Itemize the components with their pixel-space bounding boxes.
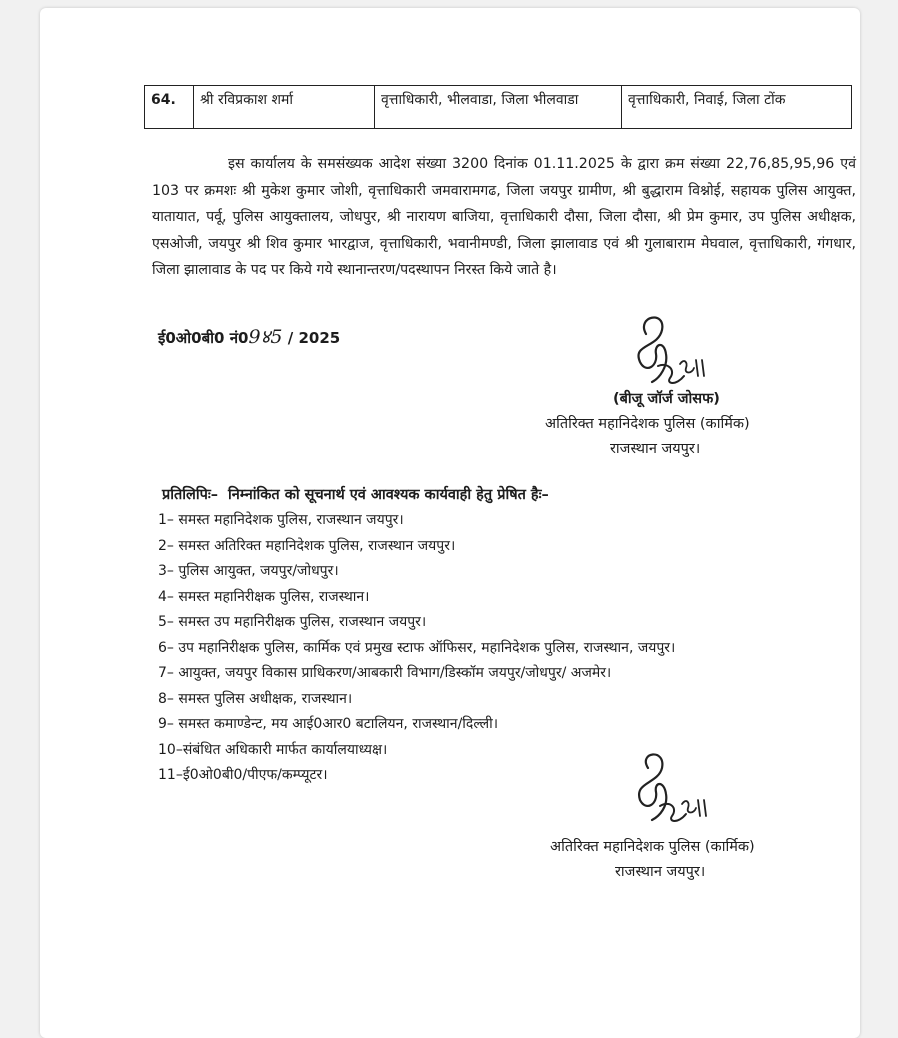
list-item: 11–ई0ओ0बी0/पीएफ/कम्प्यूटर।: [158, 767, 328, 783]
signatory-designation: अतिरिक्त महानिदेशक पुलिस (कार्मिक): [545, 416, 750, 432]
footer-place: राजस्थान जयपुर।: [615, 864, 706, 880]
list-item: 10–संबंधित अधिकारी मार्फत कार्यालयाध्यक्ष।: [158, 741, 388, 758]
list-item: 1– समस्त महानिदेशक पुलिस, राजस्थान जयपुर।: [158, 512, 404, 528]
order-number-handwritten: 9४5: [248, 326, 283, 348]
copy-to-text: निम्नांकित को सूचनार्थ एवं आवश्यक कार्यवाही हेतु प्रेषित हैः–: [228, 487, 549, 503]
document-page: [40, 8, 860, 1038]
order-number-prefix: ई0ओ0बी0 नं0: [158, 329, 249, 347]
signatory-place: राजस्थान जयपुर।: [610, 441, 701, 457]
order-body-paragraph: इस कार्यालय के समसंख्यक आदेश संख्या 3200 दिनांक 01.11.2025 के द्वारा क्रम संख्या 22,76,85,95,96 एवं 103 पर क्रमशः श्री मुकेश कुमार जोशी, वृत्ताधिकारी जमवारामगढ, जिला जयपुर ग्रामीण, श्री बुद्धाराम विश्नोई, सहायक पुलिस आयुक्त, यातायात, पर्वू, पुलिस आयुक्तालय, जोधपुर, श्री नारायण बाजिया, वृत्ताधिकारी दौसा, जिला दौसा, श्री प्रेम कुमार, उप पुलिस अधीक्षक, एसओजी, जयपुर श्री शिव कुमार भारद्वाज, वृत्ताधिकारी, भवानीमण्डी, जिला झालावाड एवं श्री गुलाबाराम मेघवाल, वृत्ताधिकारी, गंगधार, जिला झालावाड के पद पर किये गये स्थानान्तरण/पदस्थापन निरस्त किये जाते है।: [152, 156, 856, 278]
signature-image: [618, 304, 728, 394]
current-post-cell: वृत्ताधिकारी, भीलवाडा, जिला भीलवाडा: [375, 86, 622, 129]
order-number-suffix: / 2025: [282, 329, 341, 347]
new-post-cell: वृत्ताधिकारी, निवाई, जिला टोंक: [622, 86, 852, 129]
officer-name-cell: श्री रविप्रकाश शर्मा: [194, 86, 375, 129]
list-item: 4– समस्त महानिरीक्षक पुलिस, राजस्थान।: [158, 588, 370, 605]
order-number: [158, 323, 340, 349]
list-item: 5– समस्त उप महानिरीक्षक पुलिस, राजस्थान जयपुर।: [158, 614, 427, 630]
copy-to-list: [158, 508, 675, 789]
copy-to-heading: [162, 484, 549, 504]
list-item: 2– समस्त अतिरिक्त महानिदेशक पुलिस, राजस्थान जयपुर।: [158, 537, 456, 554]
serial-number-cell: 64.: [145, 86, 194, 129]
signatory-name: (बीजू जॉर्ज जोसफ): [613, 391, 720, 407]
table-row: [145, 86, 852, 129]
list-item: 9– समस्त कमाण्डेन्ट, मय आई0आर0 बटालियन, राजस्थान/दिल्ली।: [158, 716, 499, 732]
list-item: 7– आयुक्त, जयपुर विकास प्राधिकरण/आबकारी विभाग/डिस्कॉम जयपुर/जोधपुर/ अजमेर।: [158, 665, 612, 681]
copy-to-lead: प्रतिलिपिः–: [162, 487, 219, 503]
footer-designation: अतिरिक्त महानिदेशक पुलिस (कार्मिक): [550, 839, 755, 855]
list-item: 6– उप महानिरीक्षक पुलिस, कार्मिक एवं प्रमुख स्टाफ ऑफिसर, महानिदेशक पुलिस, राजस्थान, जयपुर।: [158, 639, 676, 656]
list-item: 8– समस्त पुलिस अधीक्षक, राजस्थान।: [158, 690, 353, 707]
footer-signature-image: [620, 746, 720, 836]
list-item: 3– पुलिस आयुक्त, जयपुर/जोधपुर।: [158, 563, 339, 579]
transfer-table-row: [144, 85, 852, 129]
